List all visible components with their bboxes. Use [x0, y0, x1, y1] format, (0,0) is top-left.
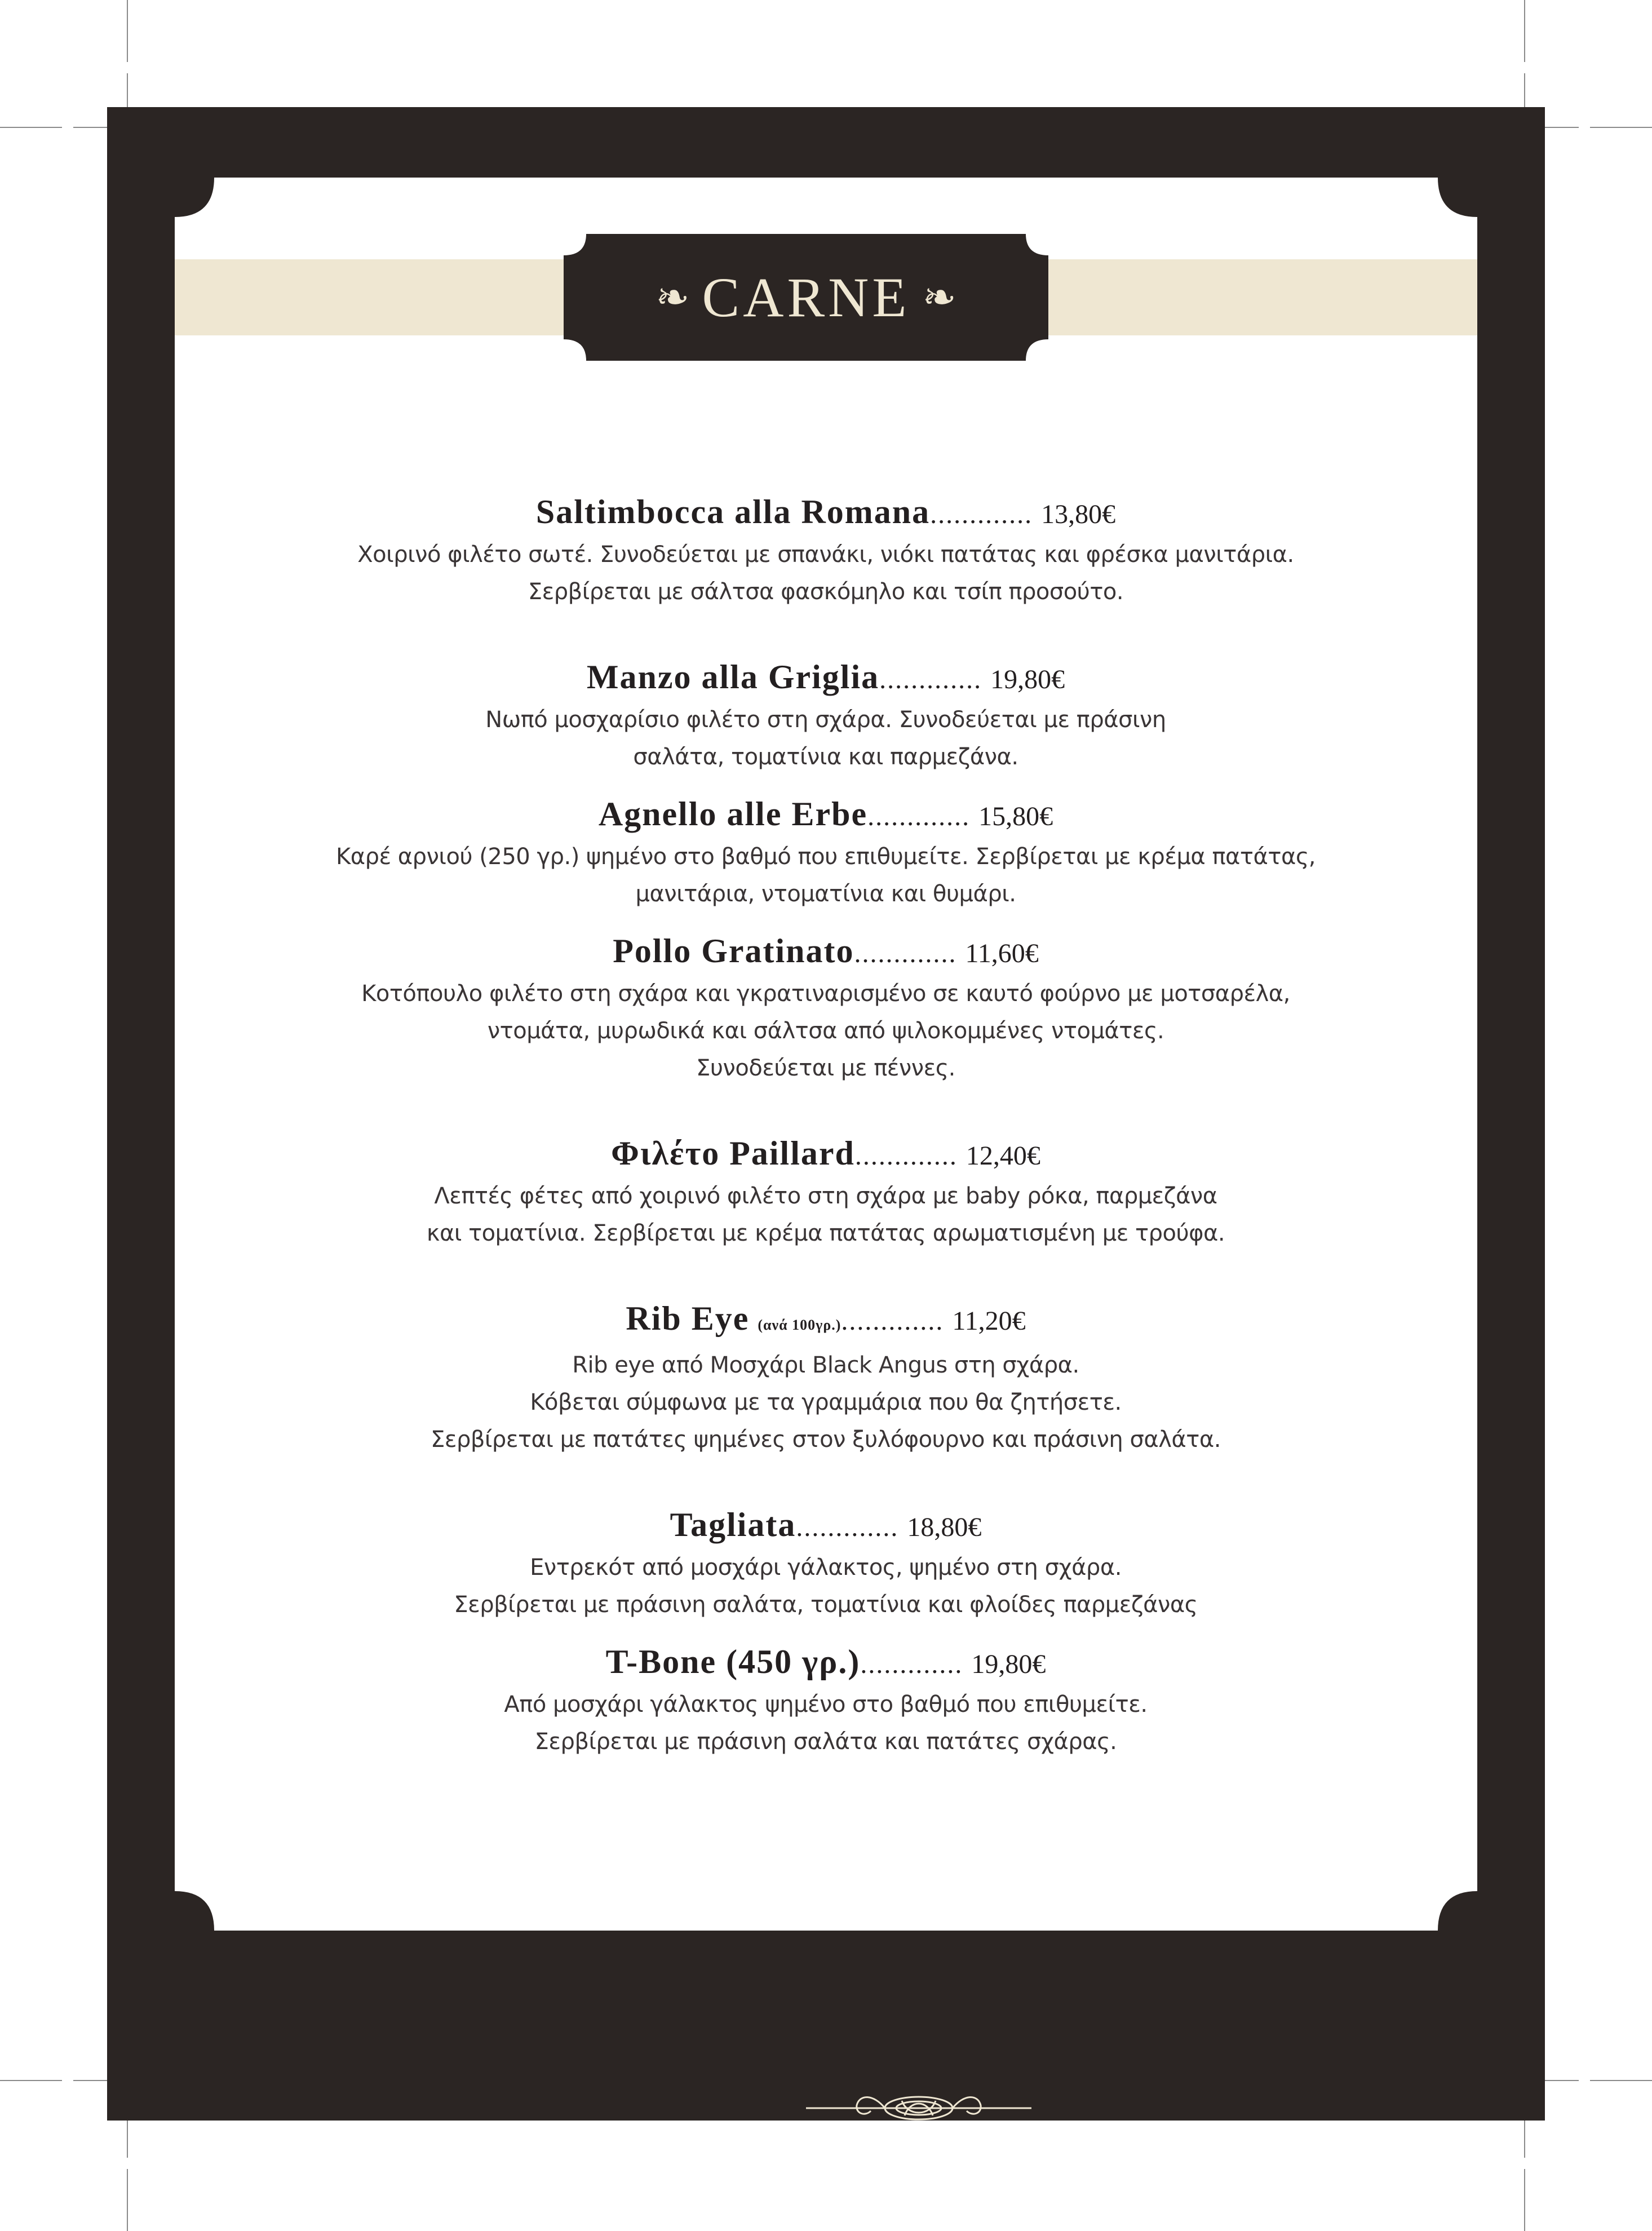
swash-left: ❧: [656, 275, 690, 320]
dish-name: Agnello alle Erbe: [598, 795, 868, 833]
menu-item: [282, 929, 1370, 1087]
swash-right: ❧: [922, 275, 956, 320]
dish-name: Rib Eye: [626, 1300, 750, 1337]
dot-leader: .............: [796, 1512, 899, 1542]
menu-item-header: [282, 656, 1370, 701]
dish-price: 11,20€: [952, 1306, 1026, 1336]
crop-mark: [1590, 2080, 1652, 2081]
menu-item-header: [282, 1503, 1370, 1549]
dot-leader: .............: [867, 802, 971, 831]
dish-description-line: ντομάτα, μυρωδικά και σάλτσα από ψιλοκομμένες ντομάτες.: [487, 1018, 1164, 1044]
dish-description-line: Καρέ αρνιού (250 γρ.) ψημένο στο βαθμό που επιθυμείτε. Σερβίρεται με κρέμα πατάτας,: [335, 844, 1316, 870]
menu-item: [282, 1640, 1370, 1760]
dish-description-line: Σερβίρεται με πράσινη σαλάτα και πατάτες σχάρας.: [534, 1729, 1117, 1755]
dish-price: 15,80€: [978, 802, 1053, 831]
menu-item-header: [282, 929, 1370, 975]
dish-price: 13,80€: [1041, 499, 1116, 529]
dot-leader: .............: [879, 665, 982, 694]
dish-note: (ανά 100γρ.): [758, 1317, 841, 1333]
dish-name: T-Bone (450 γρ.): [605, 1643, 861, 1680]
menu-item-header: [282, 1132, 1370, 1178]
dish-description-line: Rib eye από Μοσχάρι Black Angus στη σχάρα.: [572, 1352, 1079, 1378]
menu-list: [282, 490, 1370, 1760]
menu-item: [282, 656, 1370, 776]
dish-name: Tagliata: [670, 1506, 796, 1543]
dish-description-line: Σερβίρεται με πατάτες ψημένες στον ξυλόφουρνο και πράσινη σαλάτα.: [431, 1427, 1221, 1453]
dish-description-line: και τοματίνια. Σερβίρεται με κρέμα πατάτας αρωματισμένη με τρούφα.: [426, 1220, 1225, 1246]
crop-mark: [127, 0, 128, 62]
menu-item: [282, 793, 1370, 913]
dish-price: 19,80€: [971, 1649, 1046, 1679]
menu-item: [282, 1297, 1370, 1458]
dot-leader: .............: [860, 1649, 963, 1679]
menu-item-header: [282, 490, 1370, 536]
divider-ornament: [806, 2088, 1031, 2128]
title-plate: [564, 234, 1048, 361]
menu-item: [282, 1132, 1370, 1252]
dish-description-line: Νωπό μοσχαρίσιο φιλέτο στη σχάρα. Συνοδεύεται με πράσινη: [485, 707, 1166, 733]
dish-description-line: Κόβεται σύμφωνα με τα γραμμάρια που θα ζητήσετε.: [530, 1389, 1122, 1415]
crop-mark: [0, 127, 62, 128]
dish-description-line: μανιτάρια, ντοματίνια και θυμάρι.: [635, 881, 1016, 907]
menu-item: [282, 490, 1370, 610]
menu-item-header: [282, 1297, 1370, 1347]
dish-description-line: Εντρεκότ από μοσχάρι γάλακτος, ψημένο στη σχάρα.: [530, 1555, 1122, 1581]
dot-leader: .............: [854, 939, 957, 968]
dish-price: 12,40€: [965, 1141, 1040, 1171]
dish-price: 19,80€: [990, 665, 1065, 694]
crop-mark: [1524, 2169, 1525, 2231]
dot-leader: .............: [930, 499, 1033, 529]
dish-description-line: Συνοδεύεται με πέννες.: [696, 1055, 955, 1081]
dish-description-line: Λεπτές φέτες από χοιρινό φιλέτο στη σχάρα με baby ρόκα, παρμεζάνα: [434, 1183, 1217, 1209]
menu-item-header: [282, 793, 1370, 838]
crop-mark: [0, 2080, 62, 2081]
dot-leader: .............: [841, 1306, 944, 1336]
dish-name: Saltimbocca alla Romana: [535, 493, 931, 530]
dish-description-line: Σερβίρεται με πράσινη σαλάτα, τοματίνια και φλοίδες παρμεζάνας: [454, 1592, 1198, 1618]
dish-name: Φιλέτο Paillard: [611, 1135, 855, 1172]
menu-item-header: [282, 1640, 1370, 1686]
dish-description-line: Από μοσχάρι γάλακτος ψημένο στο βαθμό που επιθυμείτε.: [504, 1692, 1148, 1717]
dish-description-line: Κοτόπουλο φιλέτο στη σχάρα και γκρατιναρισμένο σε καυτό φούρνο με μοτσαρέλα,: [361, 981, 1290, 1007]
dish-description-line: Χοιρινό φιλέτο σωτέ. Συνοδεύεται με σπανάκι, νιόκι πατάτας και φρέσκα μανιτάρια.: [357, 542, 1294, 568]
dish-description-line: Σερβίρεται με σάλτσα φασκόμηλο και τσίπ προσούτο.: [528, 579, 1124, 605]
menu-frame: [107, 107, 1545, 2121]
section-title: CARNE: [702, 266, 910, 329]
dish-name: Manzo alla Griglia: [586, 658, 880, 696]
dot-leader: .............: [854, 1141, 958, 1171]
crop-mark: [127, 2169, 128, 2231]
crop-mark: [1524, 0, 1525, 62]
dish-name: Pollo Gratinato: [613, 932, 854, 970]
crop-mark: [1590, 127, 1652, 128]
menu-item: [282, 1503, 1370, 1623]
dish-description-line: σαλάτα, τοματίνια και παρμεζάνα.: [633, 744, 1018, 770]
dish-price: 11,60€: [965, 939, 1039, 968]
dish-price: 18,80€: [907, 1512, 982, 1542]
